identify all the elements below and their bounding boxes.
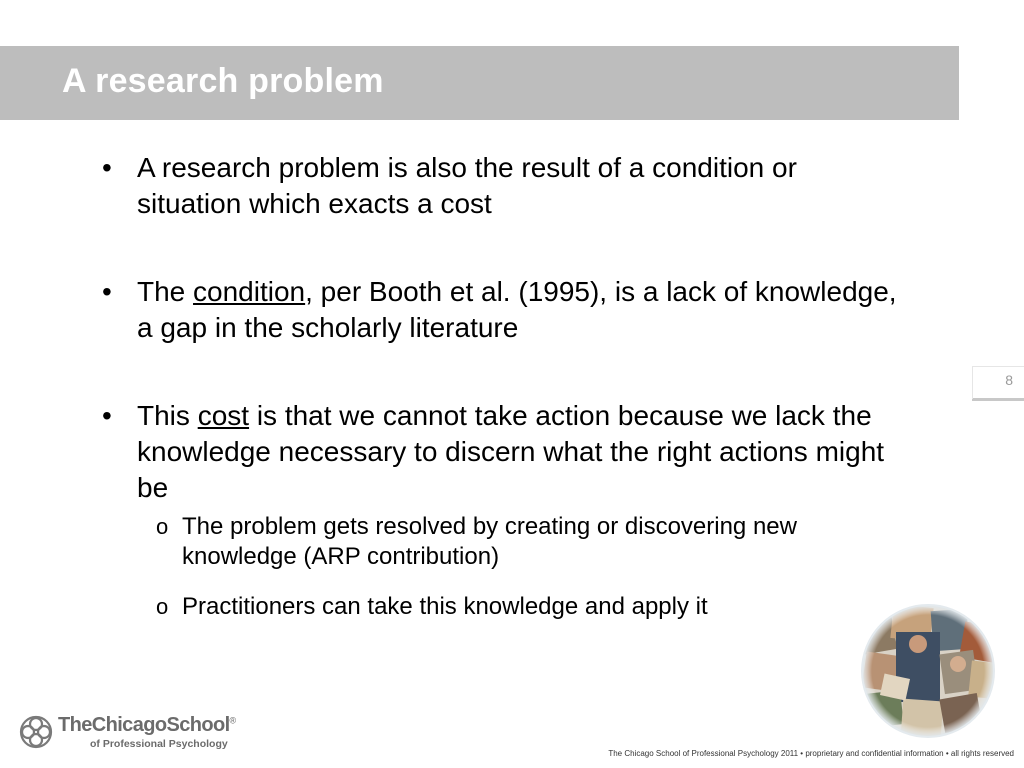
logo-name: TheChicagoSchool®	[58, 714, 236, 736]
bullet-3-post: is that we cannot take action because we lack the knowledge necessary to discern what the right actions might be	[137, 400, 885, 503]
footer-text: The Chicago School of Professional Psychology 2011 • proprietary and confidential information • all rights reserved	[608, 749, 1014, 758]
chicago-school-logo	[18, 712, 236, 754]
sub-bullet-1-text: The problem gets resolved by creating or discovering new knowledge (ARP contribution)	[182, 513, 797, 570]
bullet-dot: •	[102, 152, 112, 183]
bullet-1	[100, 150, 900, 222]
chicago-school-knot-icon	[18, 714, 54, 750]
sub-bullet-2-text: Practitioners can take this knowledge and apply it	[182, 593, 708, 620]
sub-bullet-2	[156, 592, 900, 622]
bullet-1-text: A research problem is also the result of a condition or situation which exacts a cost	[137, 152, 797, 219]
bullet-2-underlined: condition	[193, 276, 306, 307]
slide-title: A research problem	[62, 62, 384, 100]
sub-bullet-marker: o	[156, 594, 169, 619]
bullet-2	[100, 274, 900, 346]
photo-collage-image	[858, 602, 998, 740]
page-number-box	[972, 366, 1024, 401]
bullet-2-pre: The	[137, 276, 194, 307]
bullet-2-post: , per Booth et al. (1995), is a lack of knowledge, a gap in the scholarly literature	[137, 276, 897, 343]
sub-bullet-1	[156, 512, 900, 572]
sub-bullet-marker: o	[156, 514, 169, 539]
page-number: 8	[1005, 372, 1013, 388]
bullet-3-underlined: cost	[197, 400, 250, 431]
sub-bullets	[156, 512, 900, 622]
bullet-3-pre: This	[137, 400, 198, 431]
bullet-dot: •	[102, 400, 112, 431]
bullet-dot: •	[102, 276, 112, 307]
slide-content	[100, 150, 900, 622]
bullet-3	[100, 398, 900, 506]
logo-subtitle: of Professional Psychology	[90, 738, 228, 750]
